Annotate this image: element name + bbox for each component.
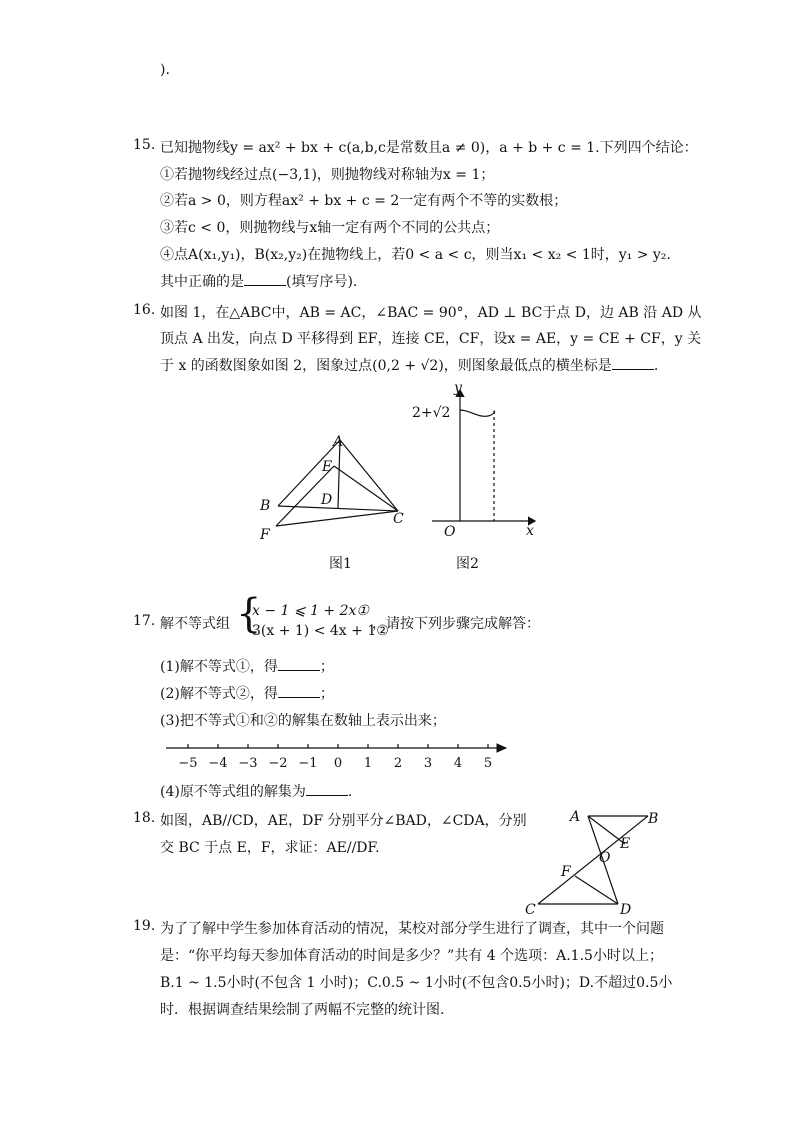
number-line-tick-label: −3 (238, 756, 258, 771)
q17-inequality-2: 3(x + 1) < 4x + 1② (252, 623, 389, 639)
number-line-tick-label: 1 (363, 756, 373, 771)
number-line-tick-label: 3 (423, 756, 433, 771)
number-line-tick-label: 2 (393, 756, 403, 771)
q17-number: 17. (133, 613, 156, 629)
fig3-label-d: D (620, 902, 632, 916)
q18-figure (520, 806, 670, 916)
previous-question-ending: ). (160, 62, 170, 78)
fig3-label-e: E (620, 836, 631, 852)
q17-step-4: (4)原不等式组的解集为 . (160, 784, 353, 800)
q15-item-3: ③若c < 0，则抛物线与x轴一定有两个不同的公共点； (160, 220, 500, 236)
fig1-label-b: B (260, 498, 271, 514)
fig2-x-label: x (526, 523, 534, 539)
q16-figure-1-caption: 图1 (329, 556, 352, 572)
fig1-label-c: C (393, 511, 404, 527)
number-line-tick-label: 4 (453, 756, 463, 771)
number-line-tick-label: −2 (268, 756, 288, 771)
fig2-y-label: y (454, 380, 462, 396)
q16-answer-blank[interactable] (612, 357, 654, 370)
q17-brace: { (236, 591, 262, 637)
q18-line-1: 如图，AB//CD，AE，DF 分别平分∠BAD，∠CDA，分别 (160, 813, 527, 829)
q15-answer-blank[interactable] (244, 273, 286, 286)
fig1-label-e: E (322, 459, 333, 475)
q15-item-2: ②若a > 0，则方程ax² + bx + c = 2一定有两个不等的实数根； (160, 193, 568, 209)
q17-step4-blank[interactable] (306, 783, 348, 796)
q19-line-1: 为了了解中学生参加体育活动的情况，某校对部分学生进行了调查，其中一个问题 (160, 921, 664, 937)
fig1-label-f: F (260, 527, 270, 543)
q16-line-3: 于 x 的函数图象如图 2，图象过点(0,2 + √2)，则图象最低点的横坐标是 . (160, 358, 659, 374)
q19-line-2: 是：“你平均每天参加体育活动的时间是多少？”共有 4 个选项：A.1.5小时以上； (160, 948, 663, 964)
fig1-label-d: D (321, 492, 333, 508)
q15-ask: 其中正确的是 (填写序号). (160, 274, 358, 290)
q16-figure-1 (250, 428, 420, 548)
q16-figure-2 (410, 378, 550, 543)
q17-prompt: ，请按下列步骤完成解答： (372, 616, 540, 632)
q17-intro: 解不等式组 (160, 616, 230, 632)
q15-stem: 已知抛物线y = ax² + bx + c(a,b,c是常数且a ≠ 0)，a + b + c = 1.下列四个结论： (160, 140, 698, 156)
fig2-origin: O (444, 524, 456, 540)
q17-inequality-1: x − 1 ⩽ 1 + 2x① (252, 603, 369, 619)
fig3-label-o: O (599, 850, 611, 866)
q16-number: 16. (133, 302, 156, 318)
q16-line-1: 如图 1，在△ABC中，AB = AC，∠BAC = 90°，AD ⊥ BC于点 D，边 AB 沿 AD 从 (160, 305, 702, 321)
q18-number: 18. (133, 810, 156, 826)
q17-step-3: (3)把不等式①和②的解集在数轴上表示出来； (160, 713, 446, 729)
fig3-label-f: F (561, 864, 571, 880)
number-line-tick-label: 5 (483, 756, 493, 771)
q17-step1-blank[interactable] (278, 658, 320, 671)
q19-number: 19. (133, 918, 156, 934)
fig3-label-c: C (525, 902, 536, 916)
q15-number: 15. (133, 137, 156, 153)
q16-line-2: 顶点 A 出发，向点 D 平移得到 EF，连接 CE，CF，设x = AE，y = CE + CF，y 关 (160, 331, 702, 347)
q17-step2-blank[interactable] (278, 685, 320, 698)
q19-line-4: 时．根据调查结果绘制了两幅不完整的统计图. (160, 1002, 445, 1018)
q19-line-3: B.1 ~ 1.5小时(不包含 1 小时)；C.0.5 ~ 1小时(不包含0.5小时)；D.不超过0.5小 (160, 975, 673, 991)
number-line-tick-label: −1 (298, 756, 318, 771)
q17-step-2: (2)解不等式②，得 ； (160, 686, 334, 702)
q17-number-line[interactable] (160, 738, 520, 774)
q18-line-2: 交 BC 于点 E，F，求证：AE//DF. (160, 840, 380, 856)
q16-figure-2-caption: 图2 (456, 556, 479, 572)
fig1-label-a: A (333, 434, 344, 450)
number-line-tick-label: 0 (333, 756, 343, 771)
number-line-tick-label: −4 (208, 756, 228, 771)
q15-item-1: ①若抛物线经过点(−3,1)，则抛物线对称轴为x = 1； (160, 167, 495, 183)
number-line-tick-label: −5 (178, 756, 198, 771)
fig2-y-value: 2+√2 (412, 405, 451, 421)
fig3-label-b: B (648, 811, 659, 827)
fig3-label-a: A (570, 809, 581, 825)
q17-step-1: (1)解不等式①，得 ； (160, 659, 334, 675)
q15-item-4: ④点A(x₁,y₁)，B(x₂,y₂)在抛物线上，若0 < a < c，则当x₁ < x₂ < 1时，y₁ > y₂. (160, 247, 671, 263)
